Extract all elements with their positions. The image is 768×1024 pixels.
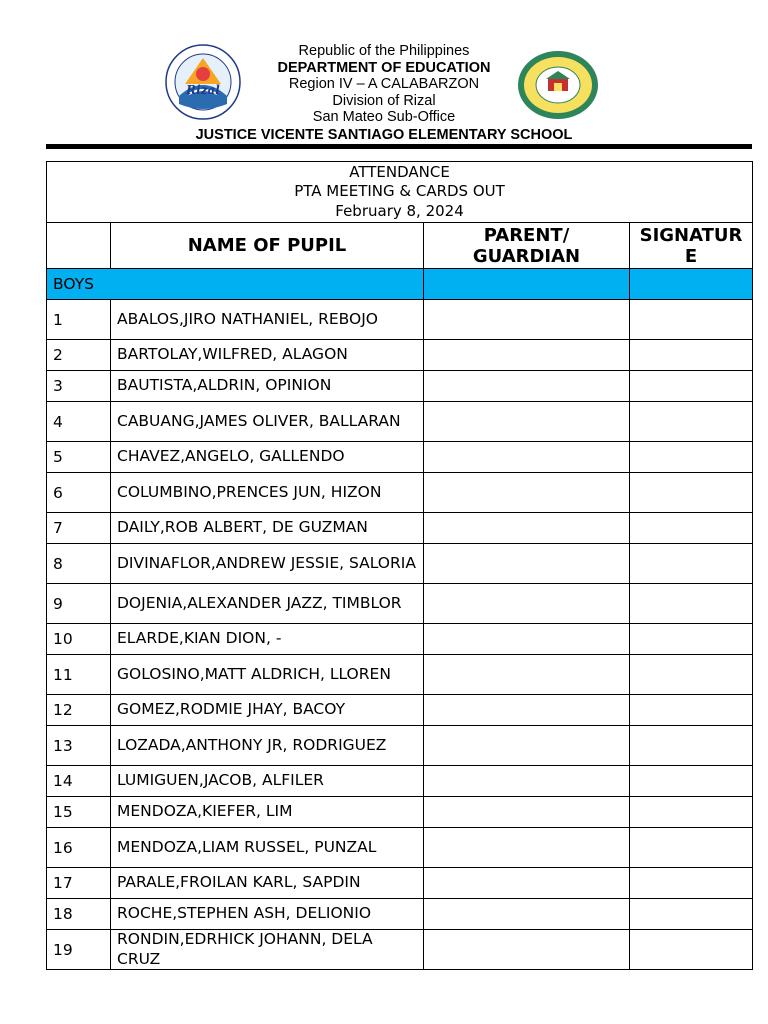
table-row bbox=[47, 442, 753, 473]
title-event: PTA MEETING & CARDS OUT bbox=[294, 182, 505, 201]
parent-guardian-cell[interactable] bbox=[424, 899, 630, 930]
table-row bbox=[47, 340, 753, 371]
title-attendance: ATTENDANCE bbox=[349, 162, 450, 181]
signature-cell[interactable] bbox=[630, 544, 753, 584]
pupil-name: DIVINAFLOR,ANDREW JESSIE, SALORIA bbox=[111, 544, 424, 584]
table-row bbox=[47, 371, 753, 402]
pupil-name: MENDOZA,LIAM RUSSEL, PUNZAL bbox=[111, 828, 424, 868]
parent-guardian-cell[interactable] bbox=[424, 442, 630, 473]
title-row bbox=[47, 162, 753, 223]
sub-office-line: San Mateo Sub-Office bbox=[312, 109, 456, 126]
school-seal-icon bbox=[516, 49, 600, 121]
pupil-number: 7 bbox=[47, 513, 111, 544]
signature-cell[interactable] bbox=[630, 300, 753, 340]
signature-cell[interactable] bbox=[630, 584, 753, 624]
pupil-name: BARTOLAY,WILFRED, ALAGON bbox=[111, 340, 424, 371]
table-row bbox=[47, 544, 753, 584]
pupil-name: DAILY,ROB ALBERT, DE GUZMAN bbox=[111, 513, 424, 544]
table-row bbox=[47, 868, 753, 899]
pupil-name: COLUMBINO,PRENCES JUN, HIZON bbox=[111, 473, 424, 513]
section-row-boys bbox=[47, 269, 753, 300]
parent-guardian-cell[interactable] bbox=[424, 624, 630, 655]
table-row bbox=[47, 655, 753, 695]
parent-guardian-cell[interactable] bbox=[424, 371, 630, 402]
table-row bbox=[47, 473, 753, 513]
pupil-number: 4 bbox=[47, 402, 111, 442]
table-row bbox=[47, 300, 753, 340]
signature-cell[interactable] bbox=[630, 695, 753, 726]
pupil-rows bbox=[47, 300, 753, 970]
signature-cell[interactable] bbox=[630, 340, 753, 371]
table-row bbox=[47, 766, 753, 797]
svg-text:Rizal: Rizal bbox=[186, 83, 220, 97]
table-row bbox=[47, 726, 753, 766]
table-row bbox=[47, 513, 753, 544]
pupil-number: 12 bbox=[47, 695, 111, 726]
table-row bbox=[47, 930, 753, 970]
header-parent-guardian bbox=[424, 223, 630, 269]
pupil-number: 3 bbox=[47, 371, 111, 402]
table-row bbox=[47, 584, 753, 624]
pupil-number: 11 bbox=[47, 655, 111, 695]
republic-line: Republic of the Philippines bbox=[298, 43, 470, 59]
parent-guardian-cell[interactable] bbox=[424, 513, 630, 544]
signature-cell[interactable] bbox=[630, 828, 753, 868]
header-number bbox=[47, 223, 111, 269]
signature-cell[interactable] bbox=[630, 726, 753, 766]
pupil-number: 9 bbox=[47, 584, 111, 624]
pupil-number: 2 bbox=[47, 340, 111, 371]
division-line: Division of Rizal bbox=[332, 92, 436, 109]
section-blank-parent bbox=[424, 269, 630, 300]
pupil-number: 1 bbox=[47, 300, 111, 340]
header-divider bbox=[46, 144, 752, 149]
pupil-name: ABALOS,JIRO NATHANIEL, REBOJO bbox=[111, 300, 424, 340]
parent-guardian-cell[interactable] bbox=[424, 726, 630, 766]
region-line: Region IV – A CALABARZON bbox=[288, 76, 480, 93]
pupil-number: 18 bbox=[47, 899, 111, 930]
signature-cell[interactable] bbox=[630, 402, 753, 442]
parent-guardian-cell[interactable] bbox=[424, 930, 630, 970]
table-row bbox=[47, 797, 753, 828]
section-blank-signature bbox=[630, 269, 753, 300]
parent-guardian-cell[interactable] bbox=[424, 868, 630, 899]
table-row bbox=[47, 402, 753, 442]
table-row bbox=[47, 624, 753, 655]
signature-cell[interactable] bbox=[630, 371, 753, 402]
pupil-number: 8 bbox=[47, 544, 111, 584]
pupil-name: MENDOZA,KIEFER, LIM bbox=[111, 797, 424, 828]
signature-cell[interactable] bbox=[630, 868, 753, 899]
signature-cell[interactable] bbox=[630, 766, 753, 797]
table-row bbox=[47, 828, 753, 868]
parent-guardian-cell[interactable] bbox=[424, 655, 630, 695]
signature-cell[interactable] bbox=[630, 655, 753, 695]
pupil-name: ELARDE,KIAN DION, - bbox=[111, 624, 424, 655]
letterhead-text bbox=[198, 43, 570, 126]
pupil-name: CHAVEZ,ANGELO, GALLENDO bbox=[111, 442, 424, 473]
signature-cell[interactable] bbox=[630, 624, 753, 655]
pupil-name: CABUANG,JAMES OLIVER, BALLARAN bbox=[111, 402, 424, 442]
pupil-number: 14 bbox=[47, 766, 111, 797]
pupil-name: BAUTISTA,ALDRIN, OPINION bbox=[111, 371, 424, 402]
pupil-number: 19 bbox=[47, 930, 111, 970]
pupil-name: GOLOSINO,MATT ALDRICH, LLOREN bbox=[111, 655, 424, 695]
column-header-row bbox=[47, 223, 753, 269]
pupil-name: LOZADA,ANTHONY JR, RODRIGUEZ bbox=[111, 726, 424, 766]
parent-guardian-cell[interactable] bbox=[424, 402, 630, 442]
title-cell bbox=[47, 162, 753, 223]
pupil-name: PARALE,FROILAN KARL, SAPDIN bbox=[111, 868, 424, 899]
pupil-name: ROCHE,STEPHEN ASH, DELIONIO bbox=[111, 899, 424, 930]
signature-cell[interactable] bbox=[630, 442, 753, 473]
parent-guardian-cell[interactable] bbox=[424, 695, 630, 726]
pupil-number: 16 bbox=[47, 828, 111, 868]
parent-guardian-cell[interactable] bbox=[424, 340, 630, 371]
parent-guardian-cell[interactable] bbox=[424, 473, 630, 513]
header-signature-label: SIGNATURE bbox=[639, 224, 743, 267]
signature-cell[interactable] bbox=[630, 899, 753, 930]
signature-cell[interactable] bbox=[630, 797, 753, 828]
pupil-name: GOMEZ,RODMIE JHAY, BACOY bbox=[111, 695, 424, 726]
section-label-boys: BOYS bbox=[47, 269, 424, 300]
pupil-number: 15 bbox=[47, 797, 111, 828]
parent-guardian-cell[interactable] bbox=[424, 766, 630, 797]
school-name: JUSTICE VICENTE SANTIAGO ELEMENTARY SCHOOL bbox=[195, 127, 573, 143]
title-date: February 8, 2024 bbox=[335, 201, 464, 220]
signature-cell[interactable] bbox=[630, 473, 753, 513]
parent-guardian-cell[interactable] bbox=[424, 797, 630, 828]
pupil-name: DOJENIA,ALEXANDER JAZZ, TIMBLOR bbox=[111, 584, 424, 624]
pupil-number: 17 bbox=[47, 868, 111, 899]
header-signature bbox=[630, 223, 753, 269]
pupil-number: 10 bbox=[47, 624, 111, 655]
pupil-number: 13 bbox=[47, 726, 111, 766]
parent-guardian-cell[interactable] bbox=[424, 544, 630, 584]
pupil-name: LUMIGUEN,JACOB, ALFILER bbox=[111, 766, 424, 797]
pupil-number: 5 bbox=[47, 442, 111, 473]
letterhead bbox=[0, 0, 768, 150]
parent-guardian-cell[interactable] bbox=[424, 828, 630, 868]
pupil-name: RONDIN,EDRHICK JOHANN, DELA CRUZ bbox=[111, 930, 424, 970]
table-row bbox=[47, 899, 753, 930]
attendance-table bbox=[46, 161, 753, 970]
table-row bbox=[47, 695, 753, 726]
signature-cell[interactable] bbox=[630, 930, 753, 970]
department-line: DEPARTMENT OF EDUCATION bbox=[277, 59, 491, 76]
parent-guardian-cell[interactable] bbox=[424, 584, 630, 624]
parent-guardian-cell[interactable] bbox=[424, 300, 630, 340]
header-parent-guardian-label: PARENT/ GUARDIAN bbox=[472, 224, 581, 267]
pupil-number: 6 bbox=[47, 473, 111, 513]
signature-cell[interactable] bbox=[630, 513, 753, 544]
header-name-of-pupil: NAME OF PUPIL bbox=[111, 223, 424, 269]
